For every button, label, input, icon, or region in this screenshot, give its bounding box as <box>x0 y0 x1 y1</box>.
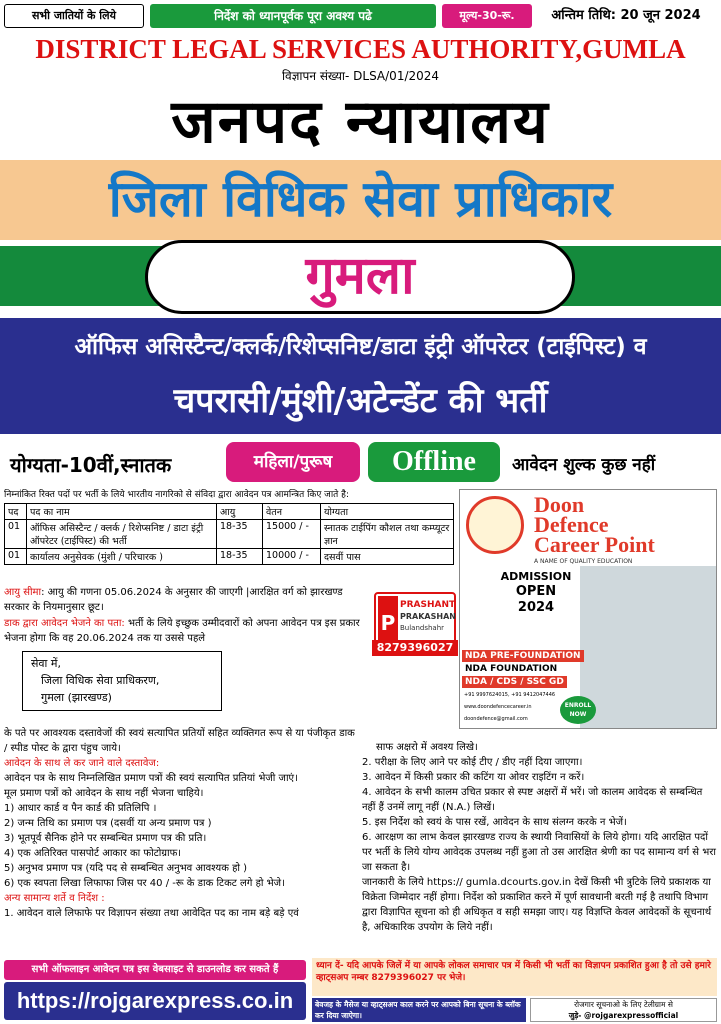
age-limit-text: : आयु की गणना 05.06.2024 के अनुसार की जाएगी |आरक्षित वर्ग को झारखण्ड सरकार के नियमानुसार छूट। <box>4 587 343 613</box>
term-item: 4. आवेदन के सभी कालम उचित प्रकार से स्पष्ट अक्षरों में भरें। जो कालम आवेदक से सम्बन्धित नहीं हैं उनमें लागू नहीं (N.A.) लिखें। <box>362 787 703 813</box>
website-note: जानकारी के लिये https:// gumla.dcourts.gov.in देखें किसी भी त्रुटिके लिये प्रकाशक या विक्रेता जिम्मेदार नहीं होगा। निर्देश को प्रकाशित करने में पूर्ण सावधानी बरती गई है तथापि विभाग द्वारा विज्ञापित सूचना को ही अधिकृत व सही समझा जाए। यह विज्ञप्ति केवल आवेदकों के सूचनार्थ है, अधिकारिक उपयोग के लिये नहीं। <box>362 877 712 933</box>
table-cell: स्नातक टाईपिंग कौशल तथा कम्प्यूटर ज्ञान <box>321 520 454 549</box>
logo-sub: PRAKASHAN <box>400 612 456 621</box>
documents-intro: आवेदन पत्र के साथ निम्नलिखित प्रमाण पत्रों की स्वयं सत्यापित प्रतियां भेजी जाएं। <box>4 773 298 784</box>
terms-heading: अन्य सामान्य शर्ते व निर्देश : <box>4 893 105 904</box>
ad-phone: +91 9997624015, +91 9412047446 <box>464 692 556 698</box>
right-column <box>362 740 717 935</box>
table-cell: 18-35 <box>217 520 263 549</box>
district-title: गुमला <box>145 240 575 314</box>
documents-heading: आवेदन के साथ ले कर जाने वाले दस्तावेज: <box>4 758 160 769</box>
address-line: जिला विधिक सेवा प्राधिकरण, <box>41 674 160 687</box>
ad-brand-3: Career Point <box>534 532 655 557</box>
table-header-row <box>5 504 454 520</box>
table-header: वेतन <box>263 504 321 520</box>
ad-emblem-icon <box>466 496 524 554</box>
table-cell: 18-35 <box>217 549 263 565</box>
ad-admission-3: 2024 <box>517 600 555 615</box>
table-cell: कार्यालय अनुसेवक (मुंशी / परिचारक ) <box>27 549 217 565</box>
telegram-line-2: जुड़े- @rojgarexpressofficial <box>568 1011 679 1020</box>
ad-admission-1: ADMISSION <box>500 570 572 583</box>
postal-text: भर्ती के लिये इच्छुक उम्मीदवारों को अपना आवेदन पत्र इस प्रकार भेजना होगा कि वह 20.06.2024 तक या उससे पहले <box>4 618 360 644</box>
term-item: 2. परीक्षा के लिए आने पर कोई टीए / डीए नहीं दिया जाएगा। <box>362 757 583 768</box>
address-line: सेवा में, <box>31 657 61 670</box>
table-cell: ऑफिस असिस्टैन्ट / क्लर्क / रिशेप्सनिष्ट / डाटा इंट्री ऑपरेटर (टाईपिस्ट) की भर्ती <box>27 520 217 549</box>
ad-brand-1: Doon <box>534 492 585 517</box>
last-date: अन्तिम तिथि: 20 जून 2024 <box>551 8 701 23</box>
posts-line-1: ऑफिस असिस्टैन्ट/क्लर्क/रिशेप्सनिष्ट/डाटा इंट्री ऑपरेटर (टाईपिस्ट) व <box>74 334 647 360</box>
table-row <box>5 549 454 565</box>
postal-label: डाक द्वारा आवेदन भेजने का पता: <box>4 618 125 629</box>
address-line: गुमला (झारखण्ड) <box>41 691 112 704</box>
address-box <box>22 651 222 711</box>
ad-email: doondefence@gmail.com <box>464 716 528 722</box>
qualification-label: योग्यता-10वीं,स्नातक <box>10 453 172 477</box>
download-banner: सभी ऑफलाइन आवेदन पत्र इस वेबसाइट से डाउनलोड कर सकते हैं <box>4 960 306 980</box>
gender-badge: महिला/पुरूष <box>226 442 360 482</box>
document-item: 3) भूतपूर्व सैनिक होने पर सम्बन्धित प्रमाण पत्र की प्रति। <box>4 833 207 844</box>
table-cell: 10000 / - <box>263 549 321 565</box>
authority-title: DISTRICT LEGAL SERVICES AUTHORITY,GUMLA <box>35 34 686 64</box>
block-warning: बेवजह के मैसेज या व्हाट्सअप काल करने पर आपको बिना सूचना के ब्लॉक कर दिया जाऐगा। <box>312 998 526 1022</box>
prashant-phone: 8279396027 <box>372 640 458 656</box>
postal-address-note <box>4 616 364 646</box>
term-item: 1. आवेदन वाले लिफाफे पर विज्ञापन संख्या तथा आवेदित पद का नाम बड़े बड़े एवं <box>4 908 299 919</box>
age-limit-label: आयु सीमा <box>4 587 42 598</box>
doon-defence-ad <box>459 489 717 729</box>
posts-line-2: चपरासी/मुंशी/अटेन्डेंट की भर्ती <box>173 381 548 421</box>
telegram-line-1: रोजगार सूचनाओ के लिए टेलीग्राम से <box>574 1000 673 1009</box>
document-item: 1) आधार कार्ड व पैन कार्ड की प्रतिलिपि । <box>4 803 157 814</box>
table-cell: 01 <box>5 520 27 549</box>
table-header: योग्यता <box>321 504 454 520</box>
table-cell: दसवीं पास <box>321 549 454 565</box>
ad-enroll-button[interactable]: ENROLL NOW <box>560 696 596 724</box>
table-header: पद <box>5 504 27 520</box>
term-item: 5. इस निर्देश को स्वयं के पास रखें, आवेदन के साथ संलग्न करके न भेजें। <box>362 817 627 828</box>
court-title: जनपद न्यायालय <box>171 87 550 157</box>
price-tag: मूल्य-30-रू. <box>442 4 532 28</box>
document-item: 4) एक अतिरिक्त पासपोर्ट आकार का फोटोग्राफ। <box>4 848 182 859</box>
ad-course-1: NDA PRE-FOUNDATION <box>462 650 584 662</box>
website-link[interactable]: https://rojgarexpress.co.in <box>4 982 306 1020</box>
whatsapp-notice: ध्यान दें- यदि आपके जिलें में या आपके लोकल समाचार पत्र में किसी भी भर्ती का विज्ञापन प्रकाशित हुआ है तो उसे हमारे व्हाट्सअप नम्बर 8279396027 पर भेजे। <box>312 958 717 996</box>
posts-table <box>4 503 454 565</box>
age-limit <box>4 585 364 615</box>
ad-web: www.doondefencecareer.in <box>464 704 532 710</box>
ad-brand-2: Defence <box>534 512 609 537</box>
term-item: 6. आरक्षण का लाभ केवल झारखण्ड राज्य के स्थायी निवासियों के लिये होगा। यदि आरक्षित पदों पर भर्ती के लिये योग्य आवेदक उपलब्ध नहीं हुआ तो उस आरक्षित श्रेणी का पद सामान्य वर्ग से भरा जा सकता है। <box>362 832 716 873</box>
all-castes-tag: सभी जातियों के लिये <box>4 4 144 28</box>
instruction-banner: निर्देश को ध्यानपूर्वक पूरा अवश्य पढे <box>150 4 436 28</box>
table-header: पद का नाम <box>27 504 217 520</box>
document-item: 2) जन्म तिथि का प्रमाण पत्र (दसवीं या अन्य प्रमाण पत्र ) <box>4 818 212 829</box>
table-header: आयु <box>217 504 263 520</box>
logo-name: PRASHANT <box>400 600 456 610</box>
ad-admission-2: OPEN <box>515 584 557 599</box>
ad-course-3: NDA / CDS / SSC GD <box>462 676 567 688</box>
advertisement-number: विज्ञापन संख्या- DLSA/01/2024 <box>281 69 440 83</box>
logo-p-icon: P <box>378 596 398 650</box>
table-cell: 01 <box>5 549 27 565</box>
telegram-box[interactable] <box>530 998 717 1022</box>
mode-badge: Offline <box>368 442 500 482</box>
left-column <box>4 726 356 921</box>
ad-tagline: A NAME OF QUALITY EDUCATION <box>534 558 633 565</box>
dlsa-hindi-title: जिला विधिक सेवा प्राधिकार <box>108 170 613 228</box>
intro-text: निम्नांकित रिक्त पदों पर भर्ती के लिये भारतीय नागरिको से संविदा द्वारा आवेदन पत्र आमन्त्रित किए जाते है: <box>4 490 349 500</box>
fee-label: आवेदन शुल्क कुछ नहीं <box>512 455 656 475</box>
ad-course-2: NDA FOUNDATION <box>462 663 560 675</box>
document-item: 5) अनुभव प्रमाण पत्र (यदि पद से सम्बन्धित अनुभव आवश्यक हो ) <box>4 863 248 874</box>
ad-admission-circle <box>488 570 584 630</box>
logo-city: Bulandshahr <box>400 624 445 632</box>
dispatch-text: के पते पर आवश्यक दस्तावेजों की स्वयं सत्यापित प्रतियों सहित व्यक्तिगत रूप से या पंजीकृत डाक / स्पीड पोस्ट के द्वारा पंहुच जाये। <box>4 728 355 754</box>
table-cell: 15000 / - <box>263 520 321 549</box>
document-item: 6) एक स्वपता लिखा लिफाफा जिस पर 40 / -रू के डाक टिकट लगे हो भेजे। <box>4 878 285 889</box>
table-row <box>5 520 454 549</box>
term-item: साफ अक्षरो में अवश्य लिखे। <box>376 742 478 753</box>
term-item: 3. आवेदन में किसी प्रकार की कटिंग या ओवर राइटिंग न करें। <box>362 772 585 783</box>
ad-building-photo <box>580 566 717 729</box>
documents-note: मूल प्रमाण पत्रों को आवेदन के साथ नहीं भेजना चाहिये। <box>4 788 204 799</box>
